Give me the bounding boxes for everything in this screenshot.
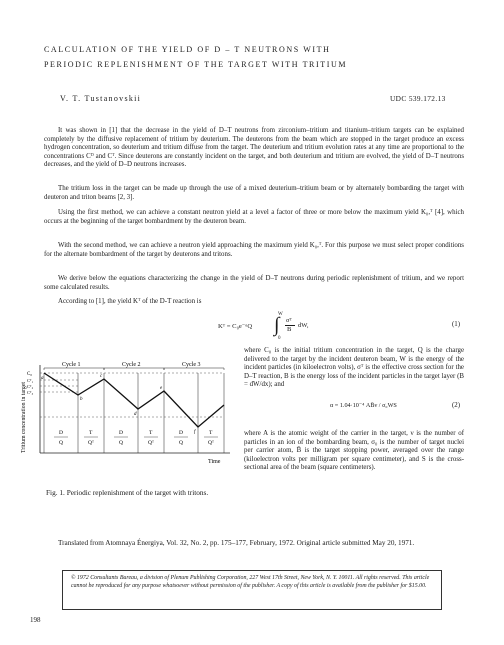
tick-c0: C₀ xyxy=(27,372,33,377)
segment-top-3: D xyxy=(119,430,123,436)
point-b: b xyxy=(80,397,83,402)
paragraph-derivation: We derive below the equations characterizing the change in the yield of D–T neutrons during periodic replenishment of tritium, and we report some calculated results. xyxy=(44,275,464,291)
copyright-text: © 1972 Consultants Bureau, a division of Plenum Publishing Corporation, 227 West 17th Street, New York, N. Y. 10011. All rights reserved. This article cannot be reproduced for any purpose whatsoever without permission of the publisher. A copy of this article is available from the publisher for $15.00. xyxy=(71,575,430,589)
point-d: d xyxy=(134,412,137,417)
copyright-box xyxy=(62,570,442,610)
segment-top-6: T xyxy=(209,430,213,436)
y-axis-label: Tritium concentration in target xyxy=(21,381,27,453)
eq1-upper-limit: W xyxy=(278,312,283,317)
paragraph-where-1: where C₀ is the initial tritium concentration in the target, Q is the charge delivered to the target by the incident deuteron beam, W is the energy of the incident particles (in kiloelectron volts), σᵀ is the effective cross section for the D–T reaction, B is the energy loss of the incident particles in the target layer (B = dW/dx); and xyxy=(244,347,464,389)
eq1-denominator: B xyxy=(287,326,292,333)
tick-ct2: Cᵀ₂ xyxy=(27,384,34,389)
cycle-brackets xyxy=(44,368,224,370)
segment-bottom-2: Qᵀ xyxy=(88,440,94,446)
eq1-number: (1) xyxy=(452,321,461,328)
segment-bottom-1: Q xyxy=(59,440,63,446)
tick-ct3: Cᵀ₃ xyxy=(27,390,34,395)
segment-top-4: T xyxy=(149,430,153,436)
equation-2 xyxy=(330,402,470,409)
point-a: a xyxy=(41,376,44,381)
figure-1-plot xyxy=(18,357,238,483)
tick-ct1: Cᵀ₁ xyxy=(27,378,34,383)
equation-1 xyxy=(218,310,468,344)
paper-title: CALCULATION OF THE YIELD OF D – T NEUTRONS WITH PERIODIC REPLENISHMENT OF THE TARGET WITH TRITIUM xyxy=(44,45,348,69)
paragraph-yield-intro: According to [1], the yield Kᵀ of the D-T reaction is xyxy=(58,298,202,305)
eq1-numerator: σᵀ xyxy=(286,317,292,324)
page-number: 198 xyxy=(30,616,41,624)
paragraph-where-2: where A is the atomic weight of the carrier in the target, ν is the number of particles in an ion of the bombarding beam, σ₀ is the number of target nuclei per carrier atom, B̄ is the target stopping power, averaged over the range (kiloelectron volts per milligram per square centimeter), and S is the cross-sectional area of the beam (square centimeters). xyxy=(244,430,464,472)
paragraph-methods: The tritium loss in the target can be made up through the use of a mixed deuterium–tritium beam or by alternately bombarding the target with deuteron and triton beams [2, 3]. xyxy=(44,185,464,201)
eq1-lower-limit: 0 xyxy=(278,336,281,341)
eq2-number: (2) xyxy=(452,402,461,409)
paragraph-first-method: Using the first method, we can achieve a constant neutron yield at a level a factor of three or more below the maximum yield K₀,ᵀ [4], which occurs at the beginning of the target bombardment by the deuteron beam. xyxy=(44,209,464,225)
figure-1 xyxy=(18,357,238,483)
figure-caption-number: Fig. 1. xyxy=(46,488,65,497)
point-f: f xyxy=(194,430,196,435)
segment-top-5: D xyxy=(179,430,183,436)
eq2-expression: α = 1.04·10⁻⁴ AB̄ν / σ₀WS xyxy=(330,402,397,409)
x-axis-label: Time xyxy=(208,459,221,465)
paragraph-intro: It was shown in [1] that the decrease in the yield of D–T neutrons from zirconium–tritium and titanium–tritium targets can be explained completely by the diffusive replacement of tritium by deuterium. The deuterons from the beam which are stopped in the target produce an excess hydrogen concentration, so deuterium and tritium diffuse from the target. The deuterium and tritium evolution rates at any time are proportional to the concentrations Cᴰ and Cᵀ. Since deuterons are constantly incident on the target, and both deuterium and tritium are evolved, the yield of D–T neutrons decreases, and the yield of D–D neutrons increases. xyxy=(44,127,464,169)
point-c: c xyxy=(100,374,103,379)
eq1-lhs: Kᵀ = C₀e⁻ᵅQ xyxy=(218,323,253,330)
cycle-3-label: Cycle 3 xyxy=(182,362,201,368)
segment-bottom-6: Qᵀ xyxy=(208,440,214,446)
concentration-curve xyxy=(44,373,224,427)
figure-caption xyxy=(46,488,241,497)
author-name: V. T. Tustanovskii xyxy=(60,94,142,103)
segment-bottom-3: Q xyxy=(119,440,123,446)
udc-code: UDC 539.172.13 xyxy=(390,94,446,103)
cycle-1-label: Cycle 1 xyxy=(62,362,81,368)
integral-sign: ∫ xyxy=(274,314,280,336)
paragraph-second-method: With the second method, we can achieve a neutron yield approaching the maximum yield K₀,ᵀ. For this purpose we must select proper conditions for the alternate bombardment of the target by deuterons and tritons. xyxy=(44,242,464,258)
segment-top-1: D xyxy=(59,430,63,436)
point-e: e xyxy=(160,386,163,391)
segment-bottom-4: Qᵀ xyxy=(148,440,154,446)
segment-bottom-5: Q xyxy=(179,440,183,446)
cycle-2-label: Cycle 2 xyxy=(122,362,141,368)
segment-top-2: T xyxy=(89,430,93,436)
reference-lines xyxy=(40,373,224,417)
translation-note: Translated from Atomnaya Énergiya, Vol. 32, No. 2, pp. 175–177, February, 1972. Original article submitted May 20, 1971. xyxy=(58,539,415,547)
figure-caption-text: Periodic replenishment of the target with tritons. xyxy=(66,488,209,497)
eq1-tail: dW, xyxy=(298,322,309,329)
